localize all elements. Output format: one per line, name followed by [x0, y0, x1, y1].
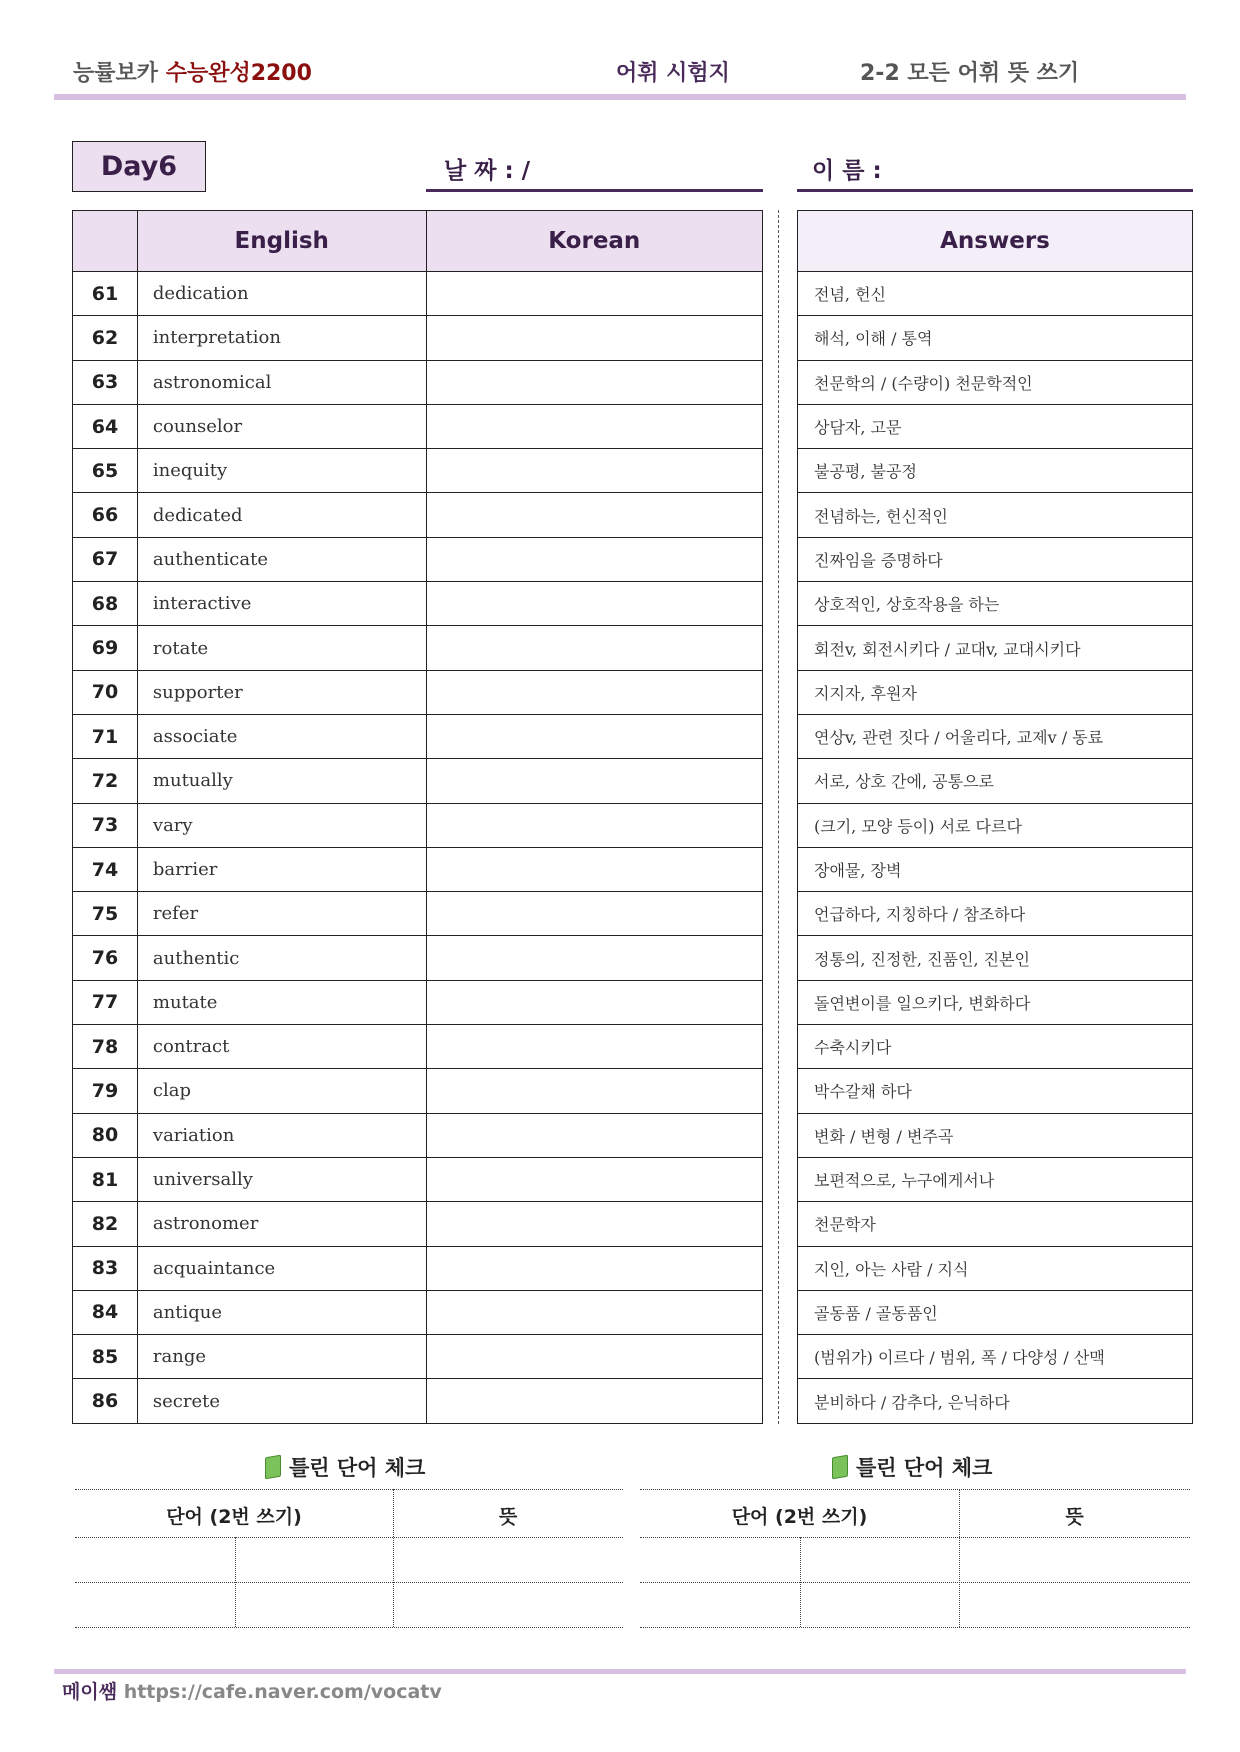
korean-answer-cell[interactable]	[426, 980, 762, 1024]
check-title: 틀린 단어 체크	[289, 1456, 426, 1480]
korean-answer-cell[interactable]	[426, 1113, 762, 1157]
row-number: 73	[73, 803, 138, 847]
row-number: 80	[73, 1113, 138, 1157]
brand-title	[73, 56, 312, 87]
answer-row	[798, 316, 1193, 360]
korean-answer-cell[interactable]	[426, 759, 762, 803]
korean-answer-cell[interactable]	[426, 626, 762, 670]
divider	[75, 1627, 623, 1628]
row-number: 65	[73, 449, 138, 493]
answer-row	[798, 1246, 1193, 1290]
korean-answer-cell[interactable]	[426, 582, 762, 626]
answer-text: 회전v, 회전시키다 / 교대v, 교대시키다	[798, 626, 1193, 670]
row-number: 79	[73, 1069, 138, 1113]
meaning-column-header: 뜻	[498, 1506, 518, 1528]
divider	[235, 1537, 236, 1627]
question-table	[72, 210, 763, 1424]
english-word: mutually	[137, 759, 426, 803]
row-number: 81	[73, 1157, 138, 1201]
answer-text: 해석, 이해 / 통역	[798, 316, 1193, 360]
answer-row	[798, 404, 1193, 448]
answer-text: 지지자, 후원자	[798, 670, 1193, 714]
answer-text: 진짜임을 증명하다	[798, 537, 1193, 581]
answer-text: 장애물, 장벽	[798, 847, 1193, 891]
english-word: refer	[137, 892, 426, 936]
answer-text: 보편적으로, 누구에게서나	[798, 1157, 1193, 1201]
english-word: astronomical	[137, 360, 426, 404]
answer-text: 상호적인, 상호작용을 하는	[798, 582, 1193, 626]
english-word: contract	[137, 1025, 426, 1069]
answer-text: 지인, 아는 사람 / 지식	[798, 1246, 1193, 1290]
number-header	[73, 211, 138, 272]
table-row	[73, 1157, 763, 1201]
korean-answer-cell[interactable]	[426, 1069, 762, 1113]
table-row	[73, 626, 763, 670]
answer-row	[798, 1157, 1193, 1201]
table-row	[73, 316, 763, 360]
answer-text: 언급하다, 지칭하다 / 참조하다	[798, 892, 1193, 936]
english-word: associate	[137, 714, 426, 758]
table-row	[73, 493, 763, 537]
row-number: 85	[73, 1335, 138, 1379]
english-word: rotate	[137, 626, 426, 670]
row-number: 69	[73, 626, 138, 670]
answers-header: Answers	[798, 211, 1193, 272]
wrong-word-check-title-right	[832, 1452, 992, 1482]
english-word: authentic	[137, 936, 426, 980]
answer-table	[797, 210, 1193, 1424]
wrong-word-check-title-left	[265, 1452, 425, 1482]
row-number: 61	[73, 272, 138, 316]
answer-text: 천문학의 / (수량이) 천문학적인	[798, 360, 1193, 404]
table-row	[73, 847, 763, 891]
table-row	[73, 1069, 763, 1113]
table-row	[73, 272, 763, 316]
divider	[640, 1537, 1190, 1538]
table-row	[73, 1025, 763, 1069]
row-number: 62	[73, 316, 138, 360]
word-column-header: 단어 (2번 쓰기)	[166, 1506, 302, 1528]
answer-text: (크기, 모양 등이) 서로 다르다	[798, 803, 1193, 847]
test-type: 2-2 모든 어휘 뜻 쓰기	[860, 61, 1080, 86]
table-row	[73, 582, 763, 626]
book-icon	[832, 1455, 848, 1480]
korean-answer-cell[interactable]	[426, 493, 762, 537]
english-word: inequity	[137, 449, 426, 493]
answer-row	[798, 936, 1193, 980]
answer-row	[798, 1290, 1193, 1334]
answer-text: 박수갈채 하다	[798, 1069, 1193, 1113]
table-row	[73, 936, 763, 980]
table-row	[73, 449, 763, 493]
answer-row	[798, 1069, 1193, 1113]
answer-text: 전념, 헌신	[798, 272, 1193, 316]
footer	[62, 1677, 442, 1704]
table-row	[73, 1202, 763, 1246]
date-label: 날 짜 : /	[444, 158, 531, 184]
korean-answer-cell[interactable]	[426, 404, 762, 448]
meaning-column-header: 뜻	[1065, 1506, 1084, 1528]
answer-text: 분비하다 / 감추다, 은닉하다	[798, 1379, 1193, 1423]
table-row	[73, 670, 763, 714]
table-row	[73, 537, 763, 581]
answer-row	[798, 847, 1193, 891]
korean-answer-cell[interactable]	[426, 316, 762, 360]
answer-row	[798, 670, 1193, 714]
korean-answer-cell[interactable]	[426, 1157, 762, 1201]
answer-text: 서로, 상호 간에, 공통으로	[798, 759, 1193, 803]
row-number: 74	[73, 847, 138, 891]
korean-answer-cell[interactable]	[426, 272, 762, 316]
row-number: 77	[73, 980, 138, 1024]
english-header: English	[137, 211, 426, 272]
answer-text: 변화 / 변형 / 변주곡	[798, 1113, 1193, 1157]
english-word: secrete	[137, 1379, 426, 1423]
author: 메이쌤	[62, 1681, 118, 1703]
english-word: vary	[137, 803, 426, 847]
table-row	[73, 360, 763, 404]
name-field-line[interactable]	[797, 189, 1193, 192]
row-number: 84	[73, 1290, 138, 1334]
answer-row	[798, 1202, 1193, 1246]
answer-row	[798, 1113, 1193, 1157]
row-number: 78	[73, 1025, 138, 1069]
answer-row	[798, 626, 1193, 670]
answer-text: 돌연변이를 일으키다, 변화하다	[798, 980, 1193, 1024]
name-label: 이 름 :	[812, 158, 882, 184]
korean-answer-cell[interactable]	[426, 847, 762, 891]
answer-row	[798, 714, 1193, 758]
answer-row	[798, 449, 1193, 493]
date-field-line[interactable]	[426, 189, 763, 192]
row-number: 83	[73, 1246, 138, 1290]
table-row	[73, 1335, 763, 1379]
korean-answer-cell[interactable]	[426, 1246, 762, 1290]
table-row	[73, 714, 763, 758]
table-row	[73, 1290, 763, 1334]
divider	[640, 1489, 1190, 1490]
cut-line	[778, 210, 779, 1424]
table-row	[73, 1379, 763, 1423]
english-word: counselor	[137, 404, 426, 448]
answer-text: 전념하는, 헌신적인	[798, 493, 1193, 537]
english-word: antique	[137, 1290, 426, 1334]
row-number: 71	[73, 714, 138, 758]
table-row	[73, 759, 763, 803]
divider	[800, 1537, 801, 1627]
english-word: astronomer	[137, 1202, 426, 1246]
answer-text: 천문학자	[798, 1202, 1193, 1246]
table-row	[73, 803, 763, 847]
cafe-link[interactable]: https://cafe.naver.com/vocatv	[123, 1681, 442, 1703]
header-divider	[54, 94, 1186, 100]
row-number: 86	[73, 1379, 138, 1423]
english-word: barrier	[137, 847, 426, 891]
divider	[75, 1489, 623, 1490]
table-row	[73, 980, 763, 1024]
row-number: 66	[73, 493, 138, 537]
row-number: 72	[73, 759, 138, 803]
answer-text: 연상v, 관련 짓다 / 어울리다, 교제v / 동료	[798, 714, 1193, 758]
korean-answer-cell[interactable]	[426, 892, 762, 936]
row-number: 70	[73, 670, 138, 714]
korean-answer-cell[interactable]	[426, 1025, 762, 1069]
korean-answer-cell[interactable]	[426, 803, 762, 847]
answer-row	[798, 892, 1193, 936]
english-word: universally	[137, 1157, 426, 1201]
row-number: 68	[73, 582, 138, 626]
answer-row	[798, 493, 1193, 537]
korean-answer-cell[interactable]	[426, 360, 762, 404]
english-word: acquaintance	[137, 1246, 426, 1290]
answer-row	[798, 582, 1193, 626]
english-word: range	[137, 1335, 426, 1379]
korean-answer-cell[interactable]	[426, 714, 762, 758]
answer-row	[798, 360, 1193, 404]
answer-row	[798, 537, 1193, 581]
row-number: 67	[73, 537, 138, 581]
english-word: interactive	[137, 582, 426, 626]
footer-divider	[54, 1669, 1186, 1674]
table-row	[73, 1246, 763, 1290]
brand: 능률보카	[73, 61, 159, 86]
check-title: 틀린 단어 체크	[856, 1456, 993, 1480]
english-word: mutate	[137, 980, 426, 1024]
row-number: 63	[73, 360, 138, 404]
korean-header: Korean	[426, 211, 762, 272]
day-badge: Day6	[72, 141, 206, 192]
answer-text: 불공평, 불공정	[798, 449, 1193, 493]
answer-text: 수축시키다	[798, 1025, 1193, 1069]
answer-text: 상담자, 고문	[798, 404, 1193, 448]
korean-answer-cell[interactable]	[426, 1379, 762, 1423]
table-row	[73, 1113, 763, 1157]
answer-row	[798, 272, 1193, 316]
korean-answer-cell[interactable]	[426, 936, 762, 980]
korean-answer-cell[interactable]	[426, 537, 762, 581]
answer-row	[798, 1379, 1193, 1423]
answer-text: 골동품 / 골동품인	[798, 1290, 1193, 1334]
answer-row	[798, 980, 1193, 1024]
row-number: 75	[73, 892, 138, 936]
answer-text: 정통의, 진정한, 진품인, 진본인	[798, 936, 1193, 980]
book-icon	[265, 1455, 281, 1480]
divider	[640, 1582, 1190, 1583]
answer-row	[798, 803, 1193, 847]
english-word: authenticate	[137, 537, 426, 581]
english-word: dedicated	[137, 493, 426, 537]
answer-row	[798, 1335, 1193, 1379]
english-word: interpretation	[137, 316, 426, 360]
korean-answer-cell[interactable]	[426, 1335, 762, 1379]
row-number: 64	[73, 404, 138, 448]
table-row	[73, 404, 763, 448]
divider	[640, 1627, 1190, 1628]
word-column-header: 단어 (2번 쓰기)	[731, 1506, 868, 1528]
divider	[75, 1537, 623, 1538]
english-word: supporter	[137, 670, 426, 714]
row-number: 76	[73, 936, 138, 980]
answer-row	[798, 759, 1193, 803]
row-number: 82	[73, 1202, 138, 1246]
test-title: 어휘 시험지	[616, 61, 730, 86]
korean-answer-cell[interactable]	[426, 449, 762, 493]
korean-answer-cell[interactable]	[426, 1290, 762, 1334]
answer-row	[798, 1025, 1193, 1069]
korean-answer-cell[interactable]	[426, 1202, 762, 1246]
divider	[75, 1582, 623, 1583]
english-word: clap	[137, 1069, 426, 1113]
korean-answer-cell[interactable]	[426, 670, 762, 714]
english-word: variation	[137, 1113, 426, 1157]
answer-text: (범위가) 이르다 / 범위, 폭 / 다양성 / 산맥	[798, 1335, 1193, 1379]
english-word: dedication	[137, 272, 426, 316]
table-row	[73, 892, 763, 936]
book-title: 수능완성2200	[165, 61, 312, 86]
